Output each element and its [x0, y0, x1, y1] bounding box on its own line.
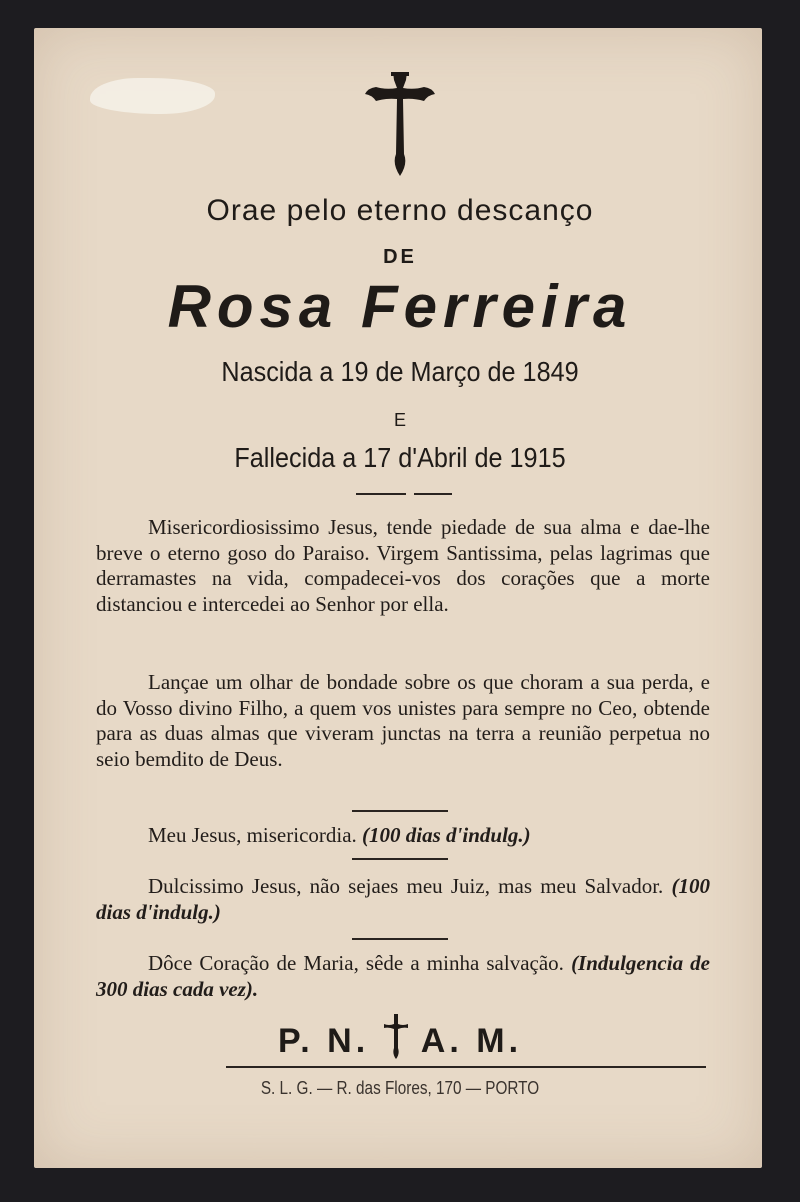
deceased-name: Rosa Ferreira: [167, 273, 633, 340]
divider: [352, 810, 448, 812]
birth-date: Nascida a 19 de Março de 1849: [221, 356, 579, 387]
small-cross-icon: [383, 1012, 409, 1060]
prayer-text: Dôce Coração de Maria, sêde a minha salvação.: [148, 951, 564, 975]
prayer-paragraph-1: Misericordiosissimo Jesus, tende piedade de sua alma e dae-lhe breve o eterno goso do Paraiso. Virgem Santissima, pelas lagrimas que derramastes na vida, compadecei-vos dos corações que a morte distanciou e intercedei ao Senhor por ella.: [96, 515, 710, 616]
e-conjunction: E: [393, 410, 406, 430]
pn-label: P. N.: [277, 1022, 370, 1060]
de-label: DE: [383, 246, 417, 268]
indulgence-note: (100 dias d'indulg.): [96, 874, 710, 924]
prayer-text: Meu Jesus, misericordia.: [148, 823, 357, 847]
invocation-header: Orae pelo eterno descanço: [206, 194, 594, 227]
divider: [352, 938, 448, 940]
cross-icon: [362, 68, 438, 180]
prayer-paragraph-3: [96, 823, 710, 849]
footer-rule: [226, 1066, 706, 1068]
pai-nosso-ave-maria: [0, 1012, 800, 1061]
indulgence-note: (Indulgencia de 300 dias cada vez).: [96, 951, 711, 1001]
prayer-paragraph-2: Lançae um olhar de bondade sobre os que choram a sua perda, e do Vosso divino Filho, a quem vos unistes para sempre no Ceo, obtende para as duas almas que viveram junctas na terra a reunião perpetua no seio bemdito de Deus.: [96, 670, 710, 771]
divider: [414, 493, 452, 495]
paper-tear: [90, 78, 215, 114]
divider: [352, 858, 448, 860]
prayer-text: Dulcissimo Jesus, não sejaes meu Juiz, mas meu Salvador.: [148, 874, 664, 898]
printer-imprint: S. L. G. — R. das Flores, 170 — PORTO: [260, 1078, 540, 1098]
prayer-paragraph-4: [96, 874, 710, 925]
indulgence-note: (100 dias d'indulg.): [362, 823, 531, 847]
am-label: A. M.: [420, 1022, 523, 1060]
divider: [356, 493, 406, 495]
death-date: Fallecida a 17 d'Abril de 1915: [234, 442, 566, 473]
prayer-paragraph-5: [96, 951, 710, 1002]
